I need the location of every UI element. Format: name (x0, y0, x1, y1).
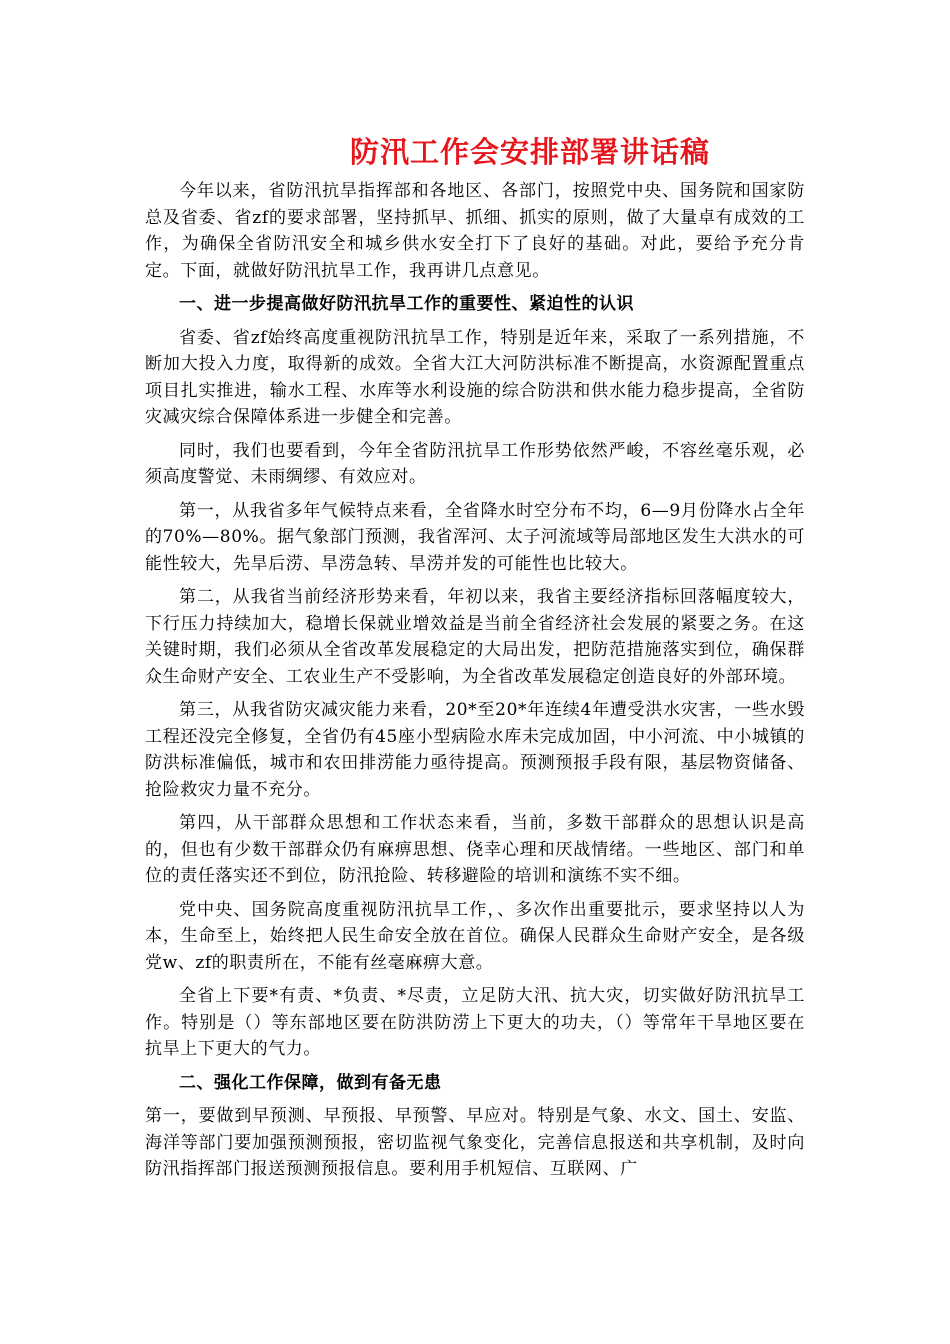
section-1-heading: 一、进一步提高做好防汛抗旱工作的重要性、紧迫性的认识 (179, 294, 634, 314)
section-1-paragraph-4: 第二，从我省当前经济形势来看，年初以来，我省主要经济指标回落幅度较大，下行压力持续加大，稳增长保就业增效益是当前全省经济社会发展的紧要之务。在这关键时期，我们必须从全省改革发展稳定的大局出发，把防范措施落实到位，确保群众生命财产安全、工农业生产不受影响，为全省改革发展稳定创造良好的外部环境。 (145, 587, 805, 687)
section-1-paragraph-7: 党中央、国务院高度重视防汛抗旱工作，、多次作出重要批示，要求坚持以人为本，生命至上，始终把人民生命安全放在首位。确保人民群众生命财产安全，是各级党w、zf的职责所在，不能有丝毫麻痹大意。 (145, 899, 805, 973)
section-2-paragraph-1: 第一，要做到早预测、早预报、早预警、早应对。特别是气象、水文、国土、安监、海洋等部门要加强预测预报，密切监视气象变化，完善信息报送和共享机制，及时向防汛指挥部门报送预测预报信息。要利用手机短信、互联网、广 (145, 1106, 805, 1179)
intro-paragraph: 今年以来，省防汛抗旱指挥部和各地区、各部门，按照党中央、国务院和国家防总及省委、省zf的要求部署，坚持抓早、抓细、抓实的原则，做了大量卓有成效的工作，为确保全省防汛安全和城乡供水安全打下了良好的基础。对此，要给予充分肯定。下面，就做好防汛抗旱工作，我再讲几点意见。 (145, 181, 805, 281)
section-1-paragraph-2: 同时，我们也要看到，今年全省防汛抗旱工作形势依然严峻，不容丝毫乐观，必须高度警觉、未雨绸缪、有效应对。 (145, 440, 805, 487)
section-1-paragraph-5: 第三，从我省防灾减灾能力来看，20*至20*年连续4年遭受洪水灾害，一些水毁工程还没完全修复，全省仍有45座小型病险水库未完成加固，中小河流、中小城镇的防洪标准偏低，城市和农田排涝能力亟待提高。预测预报手段有限，基层物资储备、抢险救灾力量不充分。 (145, 700, 805, 800)
section-1-paragraph-6: 第四，从干部群众思想和工作状态来看，当前，多数干部群众的思想认识是高的，但也有少数干部群众仍有麻痹思想、侥幸心理和厌战情绪。一些地区、部门和单位的责任落实还不到位，防汛抢险、转移避险的培训和演练不实不细。 (145, 813, 805, 886)
section-2-heading: 二、强化工作保障，做到有备无患 (179, 1072, 442, 1093)
section-1-paragraph-1: 省委、省zf始终高度重视防汛抗旱工作，特别是近年来，采取了一系列措施，不断加大投入力度，取得新的成效。全省大江大河防洪标准不断提高，水资源配置重点项目扎实推进，输水工程、水库等水利设施的综合防洪和供水能力稳步提高，全省防灾减灾综合保障体系进一步健全和完善。 (145, 327, 805, 427)
document-title: 防汛工作会安排部署讲话稿 (349, 135, 710, 169)
section-1-paragraph-8: 全省上下要*有责、*负责、*尽责，立足防大汛、抗大灾，切实做好防汛抗旱工作。特别是（）等东部地区要在防洪防涝上下更大的功夫，（）等常年干旱地区要在抗旱上下更大的气力。 (145, 986, 805, 1059)
section-1-paragraph-3: 第一，从我省多年气候特点来看，全省降水时空分布不均，6—9月份降水占全年的70%—80%。据气象部门预测，我省浑河、太子河流域等局部地区发生大洪水的可能性较大，先旱后涝、旱涝急转、旱涝并发的可能性也比较大。 (145, 500, 805, 574)
document-page (145, 130, 805, 1190)
